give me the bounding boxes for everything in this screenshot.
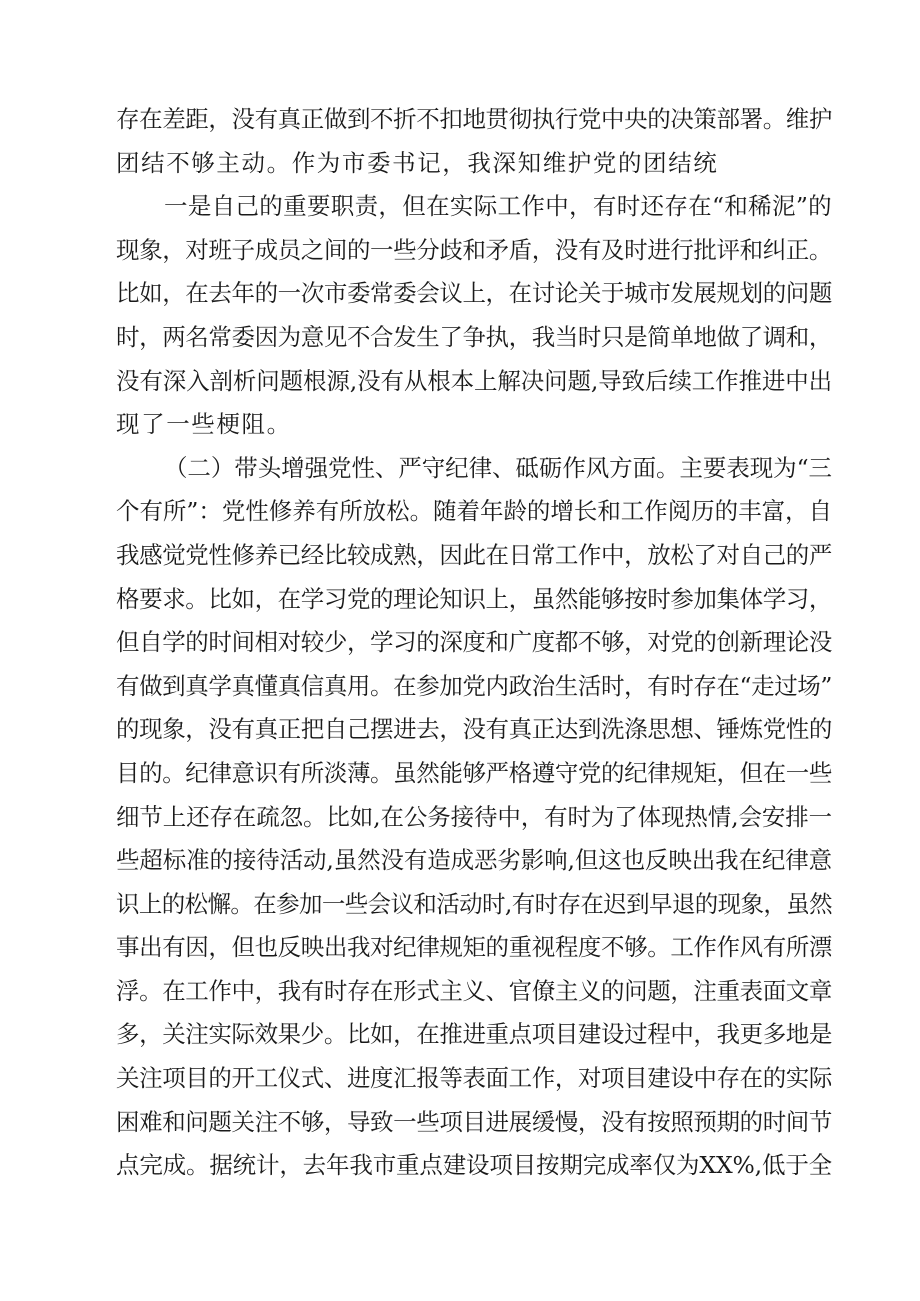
text-line: 浮。在工作中，我有时存在形式主义、官僚主义的问题，注重表面文章 [116, 976, 832, 1005]
text-line: 时，两名常委因为意见不合发生了争执，我当时只是简单地做了调和， [116, 322, 832, 351]
text-line: 细节上还存在疏忽。比如,在公务接待中，有时为了体现热情,会安排一 [116, 802, 832, 831]
text-line: 格要求。比如，在学习党的理论知识上，虽然能够按时参加集体学习， [116, 584, 832, 613]
text-line: 一是自己的重要职责，但在实际工作中，有时还存在“和稀泥”的 [164, 192, 832, 221]
text-line: 有做到真学真懂真信真用。在参加党内政治生活时，有时存在“走过场” [116, 671, 832, 700]
text-line: 没有深入剖析问题根源,没有从根本上解决问题,导致后续工作推进中出 [116, 366, 832, 395]
text-line: 团结不够主动。作为市委书记，我深知维护党的团结统 [116, 148, 719, 177]
text-line: 比如，在去年的一次市委常委会议上，在讨论关于城市发展规划的问题 [116, 279, 832, 308]
text-line: 存在差距，没有真正做到不折不扣地贯彻执行党中央的决策部署。维护 [116, 105, 832, 133]
text-line: 我感觉党性修养已经比较成熟，因此在日常工作中，放松了对自己的严 [116, 540, 832, 569]
text-line: 多，关注实际效果少。比如，在推进重点项目建设过程中，我更多地是 [116, 1020, 832, 1049]
text-line: 但自学的时间相对较少，学习的深度和广度都不够，对党的创新理论没 [116, 628, 832, 657]
text-line: 关注项目的开工仪式、进度汇报等表面工作，对项目建设中存在的实际 [116, 1064, 832, 1093]
text-line: （二）带头增强党性、严守纪律、砥砺作风方面。主要表现为“三 [164, 453, 832, 482]
text-line: 些超标准的接待活动,虽然没有造成恶劣影响,但这也反映出我在纪律意 [116, 846, 832, 875]
text-line: 现了一些梗阻。 [116, 410, 292, 439]
text-line: 困难和问题关注不够，导致一些项目进展缓慢，没有按照预期的时间节 [116, 1107, 832, 1136]
text-line: 的现象，没有真正把自己摆进去，没有真正达到洗涤思想、锤炼党性的 [116, 715, 832, 744]
text-line: 目的。纪律意识有所淡薄。虽然能够严格遵守党的纪律规矩，但在一些 [116, 758, 832, 787]
text-line: 个有所”：党性修养有所放松。随着年龄的增长和工作阅历的丰富，自 [116, 497, 832, 526]
text-line: 现象，对班子成员之间的一些分歧和矛盾，没有及时进行批评和纠正。 [116, 235, 832, 264]
text-line: 事出有因，但也反映出我对纪律规矩的重视程度不够。工作作风有所漂 [116, 933, 832, 962]
text-line: 识上的松懈。在参加一些会议和活动时,有时存在迟到早退的现象，虽然 [116, 889, 832, 918]
body-text [116, 98, 832, 1188]
text-line: 点完成。据统计，去年我市重点建设项目按期完成率仅为XX%,低于全 [116, 1151, 832, 1180]
